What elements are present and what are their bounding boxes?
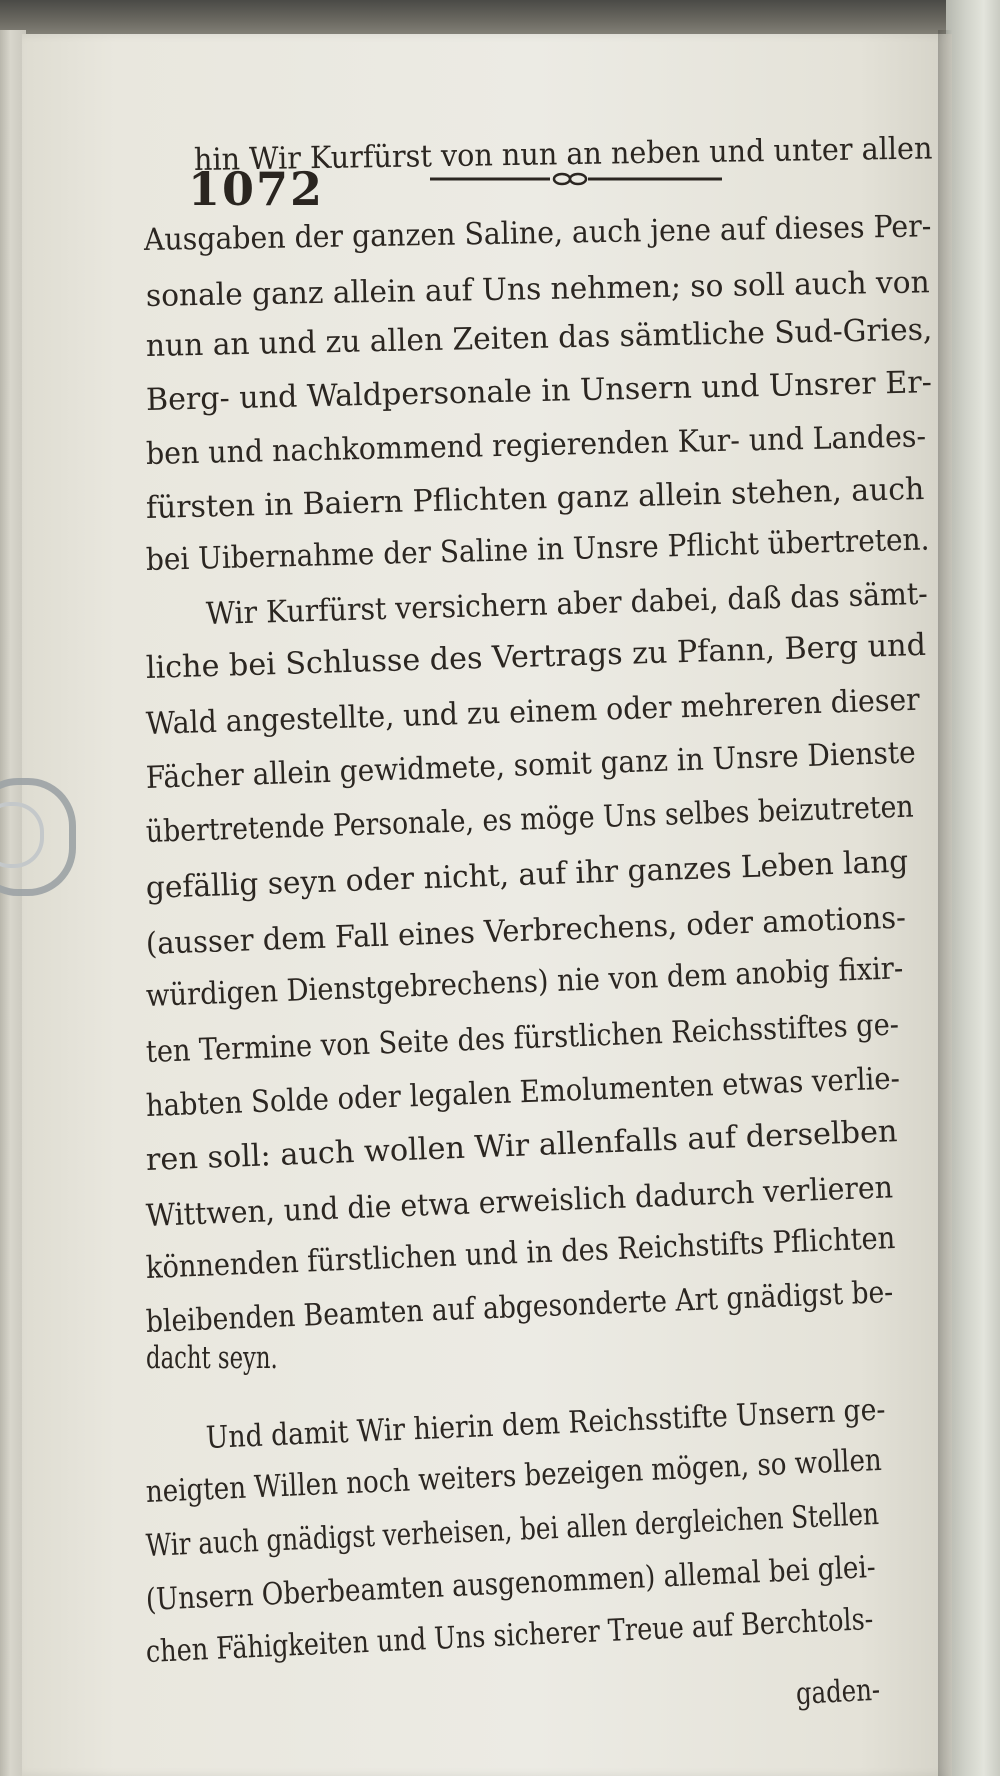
header-ornament-rule xyxy=(430,172,722,186)
text-line: Fächer allein gewidmete, somit ganz in Unsre Dienste xyxy=(145,735,917,796)
text-line: habten Solde oder legalen Emolumenten etwas verlie- xyxy=(145,1061,901,1124)
text-line: (Unsern Oberbeamten ausgenommen) allemal bei glei- xyxy=(145,1549,877,1618)
book-right-gutter xyxy=(946,0,1000,1776)
page-number: 1072 xyxy=(188,162,325,216)
text-line: ren soll: auch wollen Wir allenfalls auf derselben xyxy=(145,1114,899,1178)
text-line: fürsten in Baiern Pflichten ganz allein stehen, auch xyxy=(145,471,925,526)
text-line: hin Wir Kurfürst von nun an neben und unter allen xyxy=(193,131,933,178)
text-line: liche bei Schlusse des Vertrags zu Pfann, Berg und xyxy=(145,627,927,686)
text-line: Ausgaben der ganzen Saline, auch jene auf dieses Per- xyxy=(143,209,932,258)
text-line: Und damit Wir hierin dem Reichsstifte Unsern ge- xyxy=(205,1392,887,1456)
text-line: ten Termine von Seite des fürstlichen Reichsstiftes ge- xyxy=(145,1007,900,1070)
book-page xyxy=(22,34,952,1776)
text-line: chen Fähigkeiten und Uns sicherer Treue auf Berchtols- xyxy=(145,1601,875,1670)
text-line: ben und nachkommend regierenden Kur- und Landes- xyxy=(145,419,927,472)
text-line: könnenden fürstlichen und in des Reichstifts Pflichten xyxy=(145,1220,896,1286)
text-line: gaden- xyxy=(795,1672,881,1712)
text-line: bleibenden Beamten auf abgesonderte Art gnädigst be- xyxy=(145,1275,894,1340)
text-line: Wald angestellte, und zu einem oder mehreren dieser xyxy=(145,682,921,742)
text-line: (ausser dem Fall eines Verbrechens, oder amotions- xyxy=(145,900,907,962)
text-line: Wittwen, und die etwa erweislich dadurch verlieren xyxy=(145,1170,894,1234)
text-line: würdigen Dienstgebrechens) nie von dem anobig fixir- xyxy=(145,951,904,1014)
text-line: dacht seyn. xyxy=(146,1341,278,1376)
text-line: Berg- und Waldpersonale in Unsern und Unsrer Er- xyxy=(145,365,933,418)
page-edge-shadow xyxy=(938,30,952,1776)
text-line: gefällig seyn oder nicht, auf ihr ganzes Leben lang xyxy=(145,844,909,906)
text-line: Wir Kurfürst versichern aber dabei, daß das sämt- xyxy=(205,576,929,632)
text-line: neigten Willen noch weiters bezeigen mögen, so wollen xyxy=(145,1442,883,1510)
text-line: Wir auch gnädigst verheisen, bei allen dergleichen Stellen xyxy=(145,1497,880,1564)
text-line: nun an und zu allen Zeiten das sämtliche Sud-Gries, xyxy=(145,312,933,364)
text-line: übertretende Personale, es möge Uns selbes beizutreten xyxy=(145,789,915,850)
text-line: sonale ganz allein auf Uns nehmen; so soll auch von xyxy=(145,265,930,314)
text-line: bei Uibernahme der Saline in Unsre Pflicht übertreten. xyxy=(145,522,930,578)
